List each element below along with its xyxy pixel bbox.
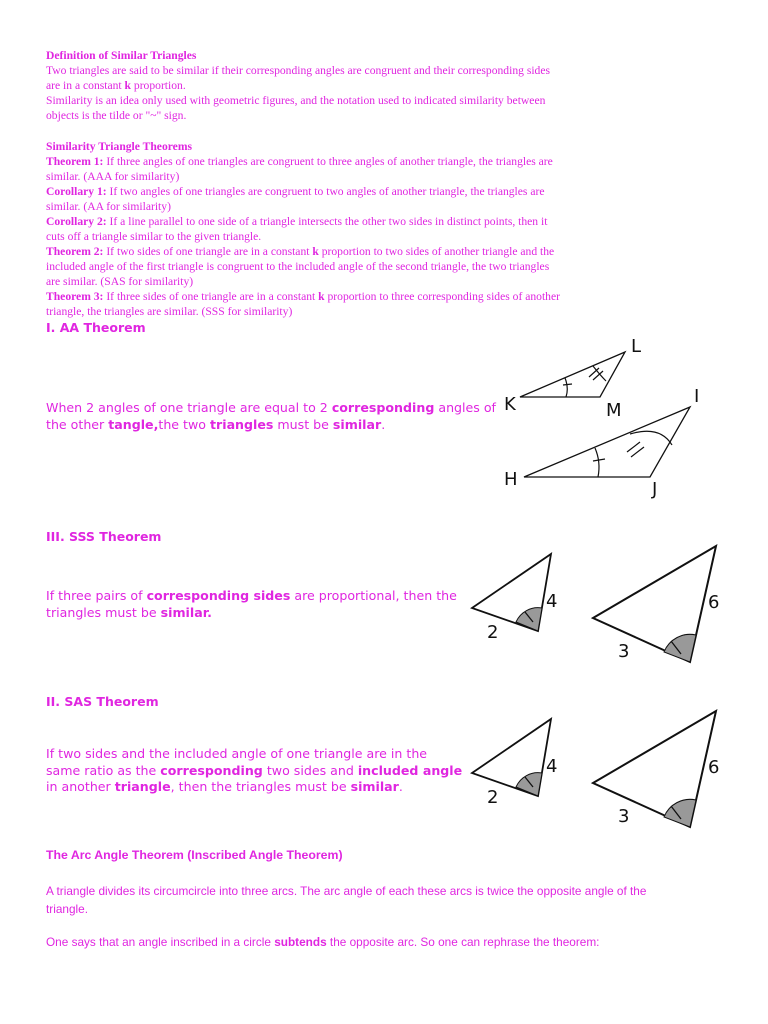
corollary-2-cont: cuts off a triangle similar to the given triangle. <box>46 230 262 243</box>
definition-line-2: are in a constant k proportion. <box>46 79 186 92</box>
sas-text: If two sides and the included angle of one triangle are in the same ratio as the corresponding two sides and included angle in another triangle, then the triangles must be similar. <box>46 746 463 794</box>
label-H: H <box>504 469 518 490</box>
definition-line-1: Two triangles are said to be similar if their corresponding angles are congruent and their corresponding sides <box>46 64 551 77</box>
corollary-2: Corollary 2: If a line parallel to one side of a triangle intersects the other two sides in distinct points, then it <box>46 215 548 228</box>
corollary-1-cont: similar. (AA for similarity) <box>46 200 171 213</box>
label-J: J <box>652 479 658 500</box>
aa-heading: I. AA Theorem <box>46 320 146 335</box>
corollary-1: Corollary 1: If two angles of one triangles are congruent to two angles of another triangle, the triangles are <box>46 185 545 198</box>
label-M: M <box>606 400 622 421</box>
angle-tick-i-2 <box>631 447 644 457</box>
aa-diagram <box>490 330 730 500</box>
angle-arc-k <box>565 378 567 397</box>
sas-label-4: 4 <box>546 756 558 777</box>
arc-heading: The Arc Angle Theorem (Inscribed Angle Theorem) <box>46 848 343 862</box>
sss-heading: III. SSS Theorem <box>46 529 162 544</box>
theorem-3-cont: triangle, the triangles are similar. (SSS for similarity) <box>46 305 293 318</box>
sss-label-4: 4 <box>546 591 558 612</box>
aa-text: When 2 angles of one triangle are equal to 2 corresponding angles of the other tangle,the two triangles must be similar. <box>46 400 496 432</box>
sss-label-6: 6 <box>708 592 720 613</box>
sas-small-angle <box>516 773 542 796</box>
sss-large-triangle <box>593 546 716 662</box>
theorem-2-cont-2: are similar. (SAS for similarity) <box>46 275 194 288</box>
arc-paragraph-2: One says that an angle inscribed in a circle subtends the opposite arc. So one can rephrase the theorem: <box>46 935 600 949</box>
label-I: I <box>694 386 700 407</box>
theorems-heading: Similarity Triangle Theorems <box>46 140 192 153</box>
sas-label-3: 3 <box>618 806 630 827</box>
theorems-section <box>46 139 560 319</box>
sas-label-2: 2 <box>487 787 499 808</box>
label-L: L <box>631 336 642 357</box>
sas-heading: II. SAS Theorem <box>46 694 159 709</box>
theorem-2: Theorem 2: If two sides of one triangle are in a constant k proportion to two sides of another triangle and the <box>46 245 555 258</box>
angle-arc-i <box>630 431 672 445</box>
sas-diagram <box>465 705 745 835</box>
sas-large-triangle <box>593 711 716 827</box>
sss-text: If three pairs of corresponding sides are proportional, then the triangles must be similar. <box>46 588 457 620</box>
sss-label-3: 3 <box>618 641 630 662</box>
theorem-3: Theorem 3: If three sides of one triangle are in a constant k proportion to three corresponding sides of another <box>46 290 560 303</box>
definition-line-3: Similarity is an idea only used with geometric figures, and the notation used to indicated similarity between <box>46 94 546 107</box>
sss-small-angle <box>516 608 542 631</box>
definition-section <box>46 48 550 123</box>
sas-large-angle <box>664 799 696 827</box>
sss-diagram <box>465 540 745 670</box>
angle-tick-i-1 <box>627 442 640 452</box>
label-K: K <box>504 394 516 415</box>
angle-tick-k <box>563 384 572 385</box>
sss-large-angle <box>664 634 696 662</box>
definition-line-4: objects is the tilde or "~" sign. <box>46 109 187 122</box>
theorem-1-cont: similar. (AAA for similarity) <box>46 170 180 183</box>
angle-arc-h <box>595 448 599 477</box>
arc-paragraph-1: A triangle divides its circumcircle into three arcs. The arc angle of each these arcs is twice the opposite angle of the triangle. <box>46 884 647 916</box>
theorem-2-cont-1: included angle of the first triangle is congruent to the included angle of the second triangle, the two triangles <box>46 260 550 273</box>
theorem-1: Theorem 1: If three angles of one triangles are congruent to three angles of another triangle, the triangles are <box>46 155 553 168</box>
definition-heading: Definition of Similar Triangles <box>46 49 197 62</box>
triangle-klm <box>520 352 625 397</box>
sas-label-6: 6 <box>708 757 720 778</box>
sss-label-2: 2 <box>487 622 499 643</box>
